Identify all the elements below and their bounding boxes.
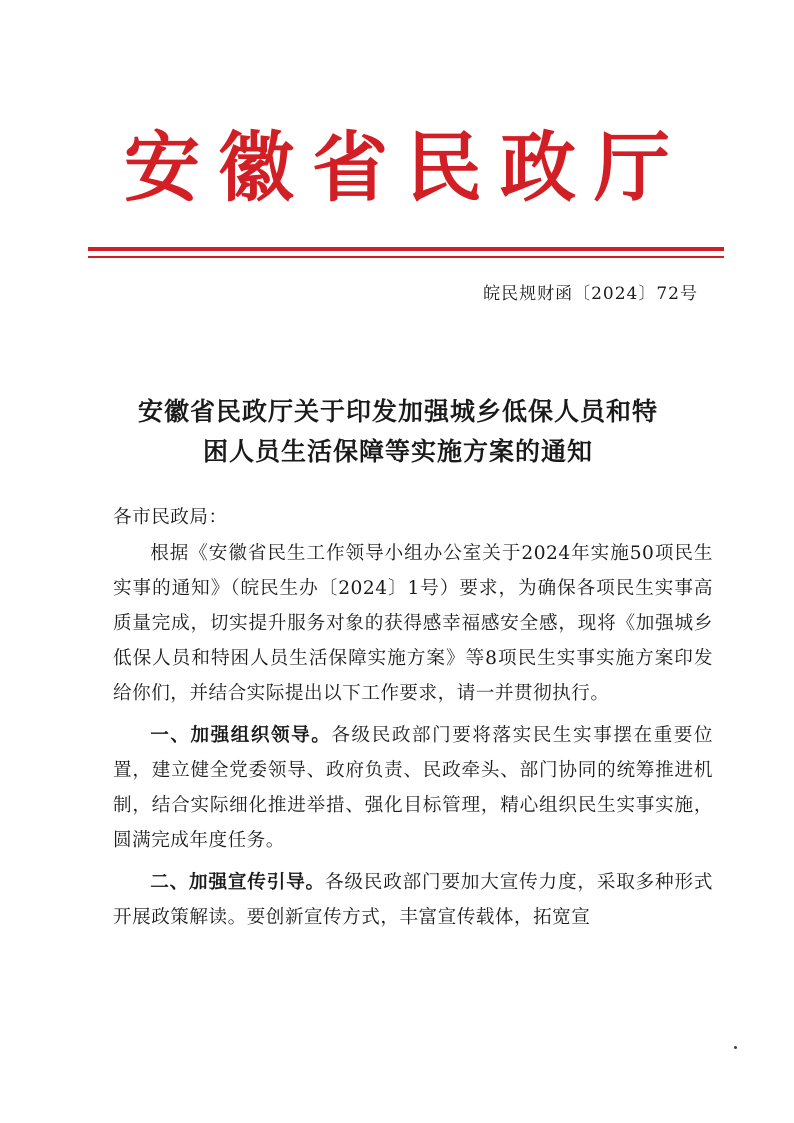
scan-speck [734,1046,737,1049]
intro-paragraph: 根据《安徽省民生工作领导小组办公室关于2024年实施50项民生实事的通知》（皖民生办〔2024〕1号）要求，为确保各项民生实事高质量完成，切实提升服务对象的获得感幸福感安全感，现将《加强城乡低保人员和特困人员生活保障实施方案》等8项民生实事实施方案印发给你们，并结合实际提出以下工作要求，请一并贯彻执行。 [113,543,713,704]
masthead-org-name: 安徽省民政厅 [124,123,688,212]
document-title [88,392,708,472]
masthead-rule-thick [88,247,724,251]
section-2-paragraph [113,865,713,935]
document-number: 皖民规财函〔2024〕72号 [483,284,698,304]
document-body [113,500,713,935]
section-1-text: 各级民政部门要将落实民生实事摆在重要位置，建立健全党委领导、政府负责、民政牵头、部门协同的统筹推进机制，结合实际细化推进举措、强化目标管理，精心组织民生实事实施，圆满完成年度任务。 [113,725,713,851]
document-title-line-1: 安徽省民政厅关于印发加强城乡低保人员和特 [137,397,658,426]
section-1-paragraph [113,718,713,858]
document-title-line-2: 困人员生活保障等实施方案的通知 [202,437,593,466]
salutation: 各市民政局： [113,507,228,528]
section-2-heading: 二、加强宣传引导。 [150,872,325,893]
section-2-text: 各级民政部门要加大宣传力度，采取多种形式开展政策解读。要创新宣传方式，丰富宣传载体，拓宽宣 [113,872,713,928]
section-1-heading: 一、加强组织领导。 [150,725,332,746]
masthead-rule-thin [88,256,724,258]
